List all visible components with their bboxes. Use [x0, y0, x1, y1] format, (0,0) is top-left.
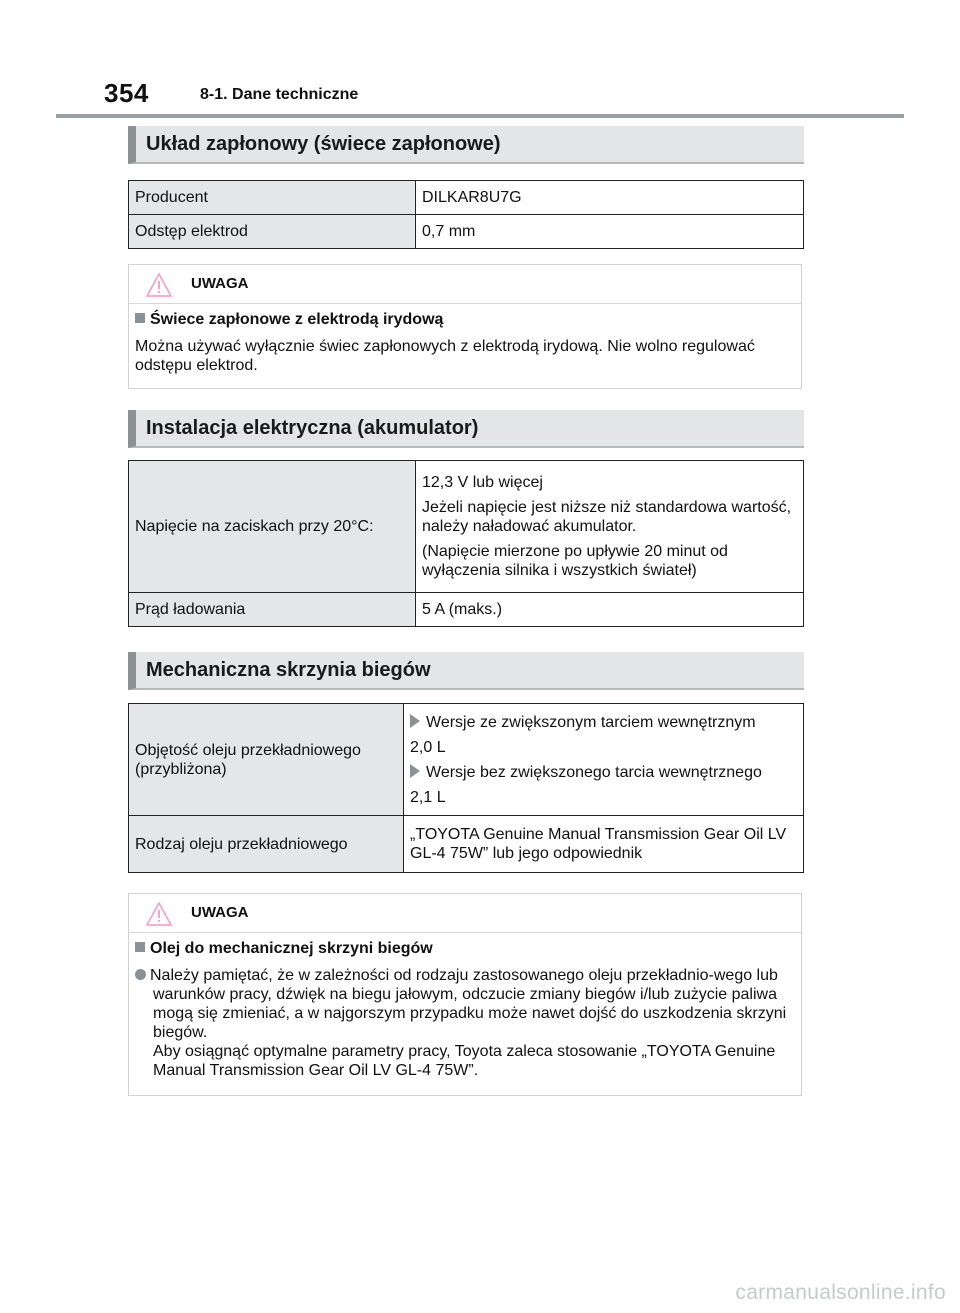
gearbox-table	[128, 703, 804, 873]
variant-line	[410, 713, 803, 732]
voltage-note: Jeżeli napięcie jest niższe niż standardowa wartość, należy naładować akumulator.	[422, 499, 792, 535]
warning-triangle-icon	[145, 272, 173, 298]
warning-subtitle	[135, 310, 795, 329]
warning-bullet	[135, 966, 795, 1042]
triangle-bullet-icon	[410, 764, 420, 778]
table-row	[129, 593, 804, 627]
variant-value: 2,1 L	[410, 788, 446, 806]
variant-value: 2,0 L	[410, 738, 446, 756]
warning-bullet-text: Należy pamiętać, że w zależności od rodzaju zastosowanego oleju przekładnio-wego lub warunków pracy, dźwięk na biegu jałowym, odczucie zmiany biegów i/lub zużycie paliwa mogą się zmieniać, a w najgorszym przypadku może nawet dojść do uszkodzenia skrzyni biegów.	[150, 967, 787, 1041]
warning-subtitle-text: Olej do mechanicznej skrzyni biegów	[150, 940, 433, 957]
warning-subtitle	[135, 939, 795, 958]
row-label: Napięcie na zaciskach przy 20°C:	[129, 461, 416, 593]
circle-bullet-icon	[135, 969, 146, 980]
table-row	[129, 461, 804, 593]
warning-continuation: Aby osiągnąć optymalne parametry pracy, Toyota zaleca stosowanie „TOYOTA Genuine Manual Transmission Gear Oil LV GL-4 75W”.	[153, 1043, 776, 1079]
warning-header	[129, 894, 801, 933]
variant-label: Wersje ze zwiększonym tarciem wewnętrznym	[426, 713, 756, 731]
section-title: Mechaniczna skrzynia biegów	[146, 659, 431, 681]
section-heading-electrical	[128, 410, 804, 448]
ignition-table	[128, 180, 804, 249]
row-value: „TOYOTA Genuine Manual Transmission Gear Oil LV GL-4 75W” lub jego odpowiednik	[404, 816, 804, 873]
warning-box-gear-oil	[128, 893, 802, 1096]
section-heading-gearbox	[128, 652, 804, 690]
table-row	[129, 816, 804, 873]
row-label: Prąd ładowania	[129, 593, 416, 627]
row-value: 5 A (maks.)	[416, 593, 804, 627]
row-value	[416, 461, 804, 593]
variant-line	[410, 763, 803, 782]
row-label: Producent	[129, 181, 416, 215]
warning-body	[129, 933, 801, 1088]
variant-label: Wersje bez zwiększonego tarcia wewnętrznego	[426, 763, 762, 781]
table-row	[129, 704, 804, 816]
electrical-table	[128, 460, 804, 627]
page-number: 354	[104, 78, 149, 108]
voltage-measurement-note: (Napięcie mierzone po upływie 20 minut od wyłączenia silnika i wszystkich świateł)	[422, 543, 728, 579]
square-bullet-icon	[135, 313, 145, 323]
warning-subtitle-text: Świece zapłonowe z elektrodą irydową	[150, 311, 444, 328]
section-heading-ignition	[128, 126, 804, 164]
table-row	[129, 181, 804, 215]
warning-box-spark-plugs	[128, 264, 802, 389]
row-label: Objętość oleju przekładniowego (przybliżona)	[129, 704, 404, 816]
row-value: 0,7 mm	[416, 215, 804, 249]
warning-triangle-icon	[145, 901, 173, 927]
warning-body	[129, 304, 801, 383]
triangle-bullet-icon	[410, 714, 420, 728]
section-title: Instalacja elektryczna (akumulator)	[146, 417, 479, 439]
warning-title: UWAGA	[191, 904, 249, 921]
chapter-title: 8-1. Dane techniczne	[200, 86, 359, 103]
row-value: DILKAR8U7G	[416, 181, 804, 215]
row-label: Odstęp elektrod	[129, 215, 416, 249]
square-bullet-icon	[135, 942, 145, 952]
warning-text: Można używać wyłącznie świec zapłonowych z elektrodą irydową. Nie wolno regulować odstępu elektrod.	[135, 338, 755, 374]
section-title: Układ zapłonowy (świece zapłonowe)	[146, 133, 501, 155]
row-value	[404, 704, 804, 816]
watermark: carmanualsonline.info	[735, 1281, 946, 1304]
header-divider	[56, 114, 904, 118]
warning-header	[129, 265, 801, 304]
table-row	[129, 215, 804, 249]
row-label: Rodzaj oleju przekładniowego	[129, 816, 404, 873]
voltage-value: 12,3 V lub więcej	[422, 474, 543, 491]
warning-title: UWAGA	[191, 275, 249, 292]
